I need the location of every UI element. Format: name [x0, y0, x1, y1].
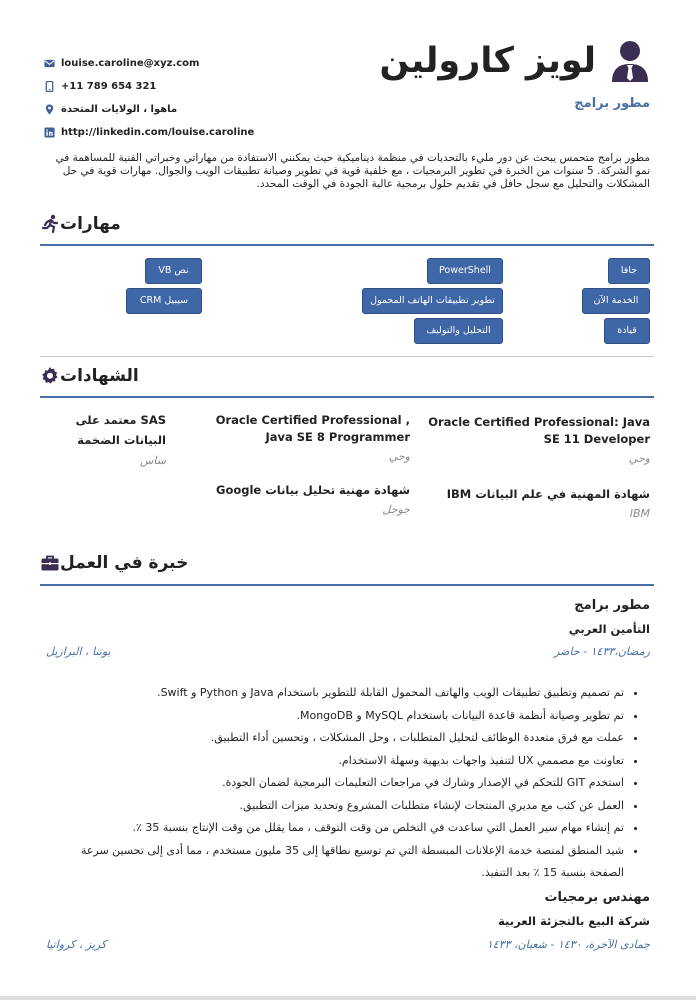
- user-avatar-icon: [610, 40, 650, 82]
- list-item: • شيد المنطق لمنصة خدمة الإعلانات المبسطة التي تم توسيع نطاقها إلى 35 مليون مستخدم ، مما أدى إلى تحسين سرعة الصفحة بنسبة 15 ٪ بعد التنفيذ.: [44, 840, 624, 885]
- skills-divider: [40, 244, 654, 246]
- job-location: بوتنا ، البرازيل: [46, 645, 111, 658]
- profile-summary: مطور برامج متحمس يبحث عن دور مليء بالتحديات في منظمة ديناميكية حيث يمكنني الاستفادة من مهاراتي وخبراتي الفنية للمساهمة في نمو الشركة. 5 سنوات من الخبرة في تطوير البرمجيات ، مع خلفية قوية في تطوير وصيانة تطبيقات الويب والجوال. مهارات قوية في حل المشكلات والتحليل مع سجل حافل في تقديم حلول برمجية عالية الجودة في الوقت المحدد.: [55, 152, 650, 190]
- skill-pill: الخدمة الآن: [582, 288, 650, 314]
- certification-issuer: IBM: [629, 507, 650, 520]
- job-role: مطور برامج: [574, 96, 650, 111]
- skill-pill: جافا: [608, 258, 650, 284]
- certification-issuer: جوجل: [382, 503, 410, 516]
- location-text: ماهوا ، الولايات المتحدة: [61, 104, 178, 115]
- company-name: التأمين العربي: [568, 622, 650, 636]
- page-bottom-edge: [0, 996, 696, 1000]
- certification-item: [186, 412, 410, 463]
- certifications-title: الشهادات: [60, 366, 139, 386]
- contact-info: [44, 52, 284, 144]
- location-pin-icon: [44, 104, 55, 115]
- certification-title: Oracle Certified Professional: Java SE 11 Developer: [428, 415, 650, 446]
- job-responsibilities: [44, 682, 638, 885]
- phone-text: +11 789 654 321: [61, 81, 157, 92]
- phone-icon: [44, 81, 55, 92]
- person-name: لويز كارولين: [379, 41, 596, 81]
- experience-divider: [40, 584, 654, 586]
- job-title: مطور برامج: [574, 598, 650, 613]
- job-location: كريز ، كرواتيا: [46, 938, 107, 951]
- certification-issuer: وحي: [628, 452, 650, 465]
- certification-item: [426, 486, 650, 520]
- email-text: louise.caroline@xyz.com: [61, 58, 200, 69]
- linkedin-text: http://linkedin.com/louise.caroline: [61, 127, 255, 138]
- experience-title: خبرة في العمل: [60, 553, 189, 573]
- job-dates: جمادى الآخرة، ١٤٣٠ - شعبان، ١٤٣٣: [486, 938, 650, 951]
- certification-issuer: وحي: [388, 450, 410, 463]
- contact-linkedin[interactable]: [44, 121, 284, 144]
- contact-phone[interactable]: [44, 75, 284, 98]
- certification-item: [186, 482, 410, 516]
- running-person-icon: [40, 214, 60, 234]
- list-item: • استخدم GIT للتحكم في الإصدار وشارك في مراجعات التعليمات البرمجية لضمان الجودة.: [44, 772, 624, 795]
- list-item: • تعاونت مع مصممي UX لتنفيذ واجهات بديهية وسهلة الاستخدام.: [44, 750, 624, 773]
- contact-email[interactable]: [44, 52, 284, 75]
- email-icon: [44, 58, 55, 69]
- skill-pill: تطوير تطبيقات الهاتف المحمول: [362, 288, 503, 314]
- certification-title: شهادة المهنية في علم البيانات IBM: [446, 487, 650, 501]
- certification-item: [426, 414, 650, 465]
- certification-title: شهادة مهنية تحليل بيانات Google: [216, 483, 410, 497]
- job-dates: رمضان،١٤٣٣ - حاضر: [554, 645, 650, 658]
- experience-section-header: [40, 553, 650, 573]
- skills-title: مهارات: [60, 214, 121, 234]
- job-title: مهندس برمجيات: [544, 890, 650, 905]
- certifications-divider: [40, 396, 654, 398]
- list-item: • عملت مع فرق متعددة الوظائف لتحليل المتطلبات ، وحل المشكلات ، وتحسين أداء التطبيق.: [44, 727, 624, 750]
- skill-pill: سيبيل CRM: [126, 288, 202, 314]
- skills-section-header: [40, 214, 650, 234]
- certification-issuer: ساس: [140, 454, 166, 467]
- briefcase-icon: [40, 553, 60, 573]
- certification-title: Oracle Certified Professional , Java SE 8 Programmer: [215, 413, 410, 444]
- list-item: • العمل عن كثب مع مديري المنتجات لإنشاء متطلبات المشروع وتحديد ميزات التطبيق.: [44, 795, 624, 818]
- skill-pill: التحليل والتوليف: [414, 318, 503, 344]
- contact-location: [44, 98, 284, 121]
- skill-pill: نص VB: [145, 258, 202, 284]
- certification-item: [36, 410, 166, 467]
- linkedin-icon: [44, 127, 55, 138]
- list-item: • تم إنشاء مهام سير العمل التي ساعدت في التخلص من وقت التوقف ، مما يقلل من وقت الإنتاج بنسبة 35 ٪.: [44, 817, 624, 840]
- certifications-section-header: [40, 366, 650, 386]
- certification-title: SAS معتمد على البيانات الضخمة: [75, 413, 166, 447]
- list-item: • تم تصميم وتطبيق تطبيقات الويب والهاتف المحمول القابلة للتطوير باستخدام Java و Python و Swift.: [44, 682, 624, 705]
- list-item: • تم تطوير وصيانة أنظمة قاعدة البيانات باستخدام MySQL و MongoDB.: [44, 705, 624, 728]
- gear-icon: [40, 366, 60, 386]
- name-header: [350, 40, 650, 111]
- skill-pill: PowerShell: [427, 258, 503, 284]
- company-name: شركة البيع بالتجزئة العربية: [498, 914, 650, 928]
- certs-top-divider: [40, 356, 654, 357]
- skill-pill: قيادة: [604, 318, 650, 344]
